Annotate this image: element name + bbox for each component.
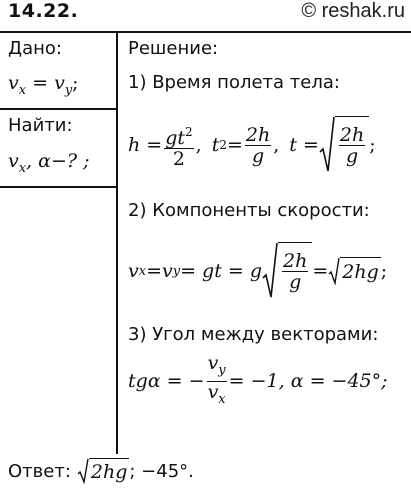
- f1-frac1: [164, 122, 193, 169]
- given-y: y: [64, 83, 73, 98]
- formula-angle: [128, 351, 388, 407]
- solution-label: Решение:: [128, 38, 219, 59]
- column-divider: [116, 31, 118, 454]
- f3-den-sub: x: [218, 391, 226, 407]
- find-rule: [0, 186, 117, 188]
- f1-frac2: [245, 125, 271, 166]
- given-eq: =: [26, 72, 55, 94]
- answer-rest: ; −45°.: [129, 460, 194, 482]
- formula-time: [128, 115, 376, 175]
- f2-rad: 2hg: [340, 257, 381, 285]
- f2-frac-num: 2h: [283, 250, 308, 272]
- f1-sep2: ,: [273, 134, 280, 156]
- find-v: v: [8, 150, 19, 172]
- step-2: 2) Компоненты скорости:: [128, 200, 370, 221]
- step-3: 3) Угол между векторами:: [128, 324, 379, 345]
- f3-frac: [207, 353, 227, 410]
- f1-t-eq: t =: [289, 134, 319, 156]
- f2-y: y: [172, 263, 181, 279]
- step-1: 1) Время полета тела:: [128, 72, 340, 93]
- f3-frac-den: [207, 382, 227, 410]
- f1-sep1: ,: [195, 134, 202, 156]
- find-items: [8, 150, 90, 176]
- given-label: Дано:: [8, 38, 62, 59]
- top-rule: [0, 31, 411, 33]
- f2-frac-den: g: [289, 271, 302, 293]
- f1-frac3-num: 2h: [339, 124, 365, 146]
- formula-velocity: [128, 241, 387, 301]
- f2-x: x: [138, 263, 147, 279]
- answer-sqrt: [77, 458, 130, 484]
- f1-radical-sign: [319, 116, 335, 174]
- given-end: ;: [72, 72, 79, 94]
- f1-frac3: [339, 125, 365, 166]
- f2-radical-sign-1: [262, 242, 278, 300]
- f2-mid: = gt = g: [180, 260, 263, 282]
- answer-rad: 2hg: [89, 458, 130, 484]
- f3-tg: tg: [128, 370, 148, 392]
- f1-frac1-num: [164, 122, 193, 149]
- f1-t2: t: [211, 134, 220, 156]
- answer: [8, 456, 194, 486]
- f2-v: v: [128, 260, 139, 282]
- f1-eq2: =: [226, 134, 243, 156]
- f3-num-sub: y: [218, 362, 226, 378]
- f1-frac2-num: 2h: [245, 123, 271, 146]
- f1-t2-exp: 2: [219, 138, 227, 152]
- answer-label: Ответ:: [8, 460, 71, 482]
- given-v2: v: [54, 72, 65, 94]
- f1-frac1-den: 2: [172, 147, 185, 170]
- f1-h-eq: h =: [128, 134, 163, 156]
- f1-frac3-den: g: [345, 145, 359, 167]
- f2-sqrt2: [328, 257, 381, 285]
- f2-eq3: =: [312, 260, 329, 282]
- f1-sqrt: [319, 116, 369, 174]
- f3-num-v: v: [207, 351, 219, 374]
- given-rule: [0, 108, 117, 110]
- answer-radical-sign: [77, 458, 89, 484]
- f2-radical-sign-2: [328, 257, 340, 285]
- f2-frac: [282, 251, 308, 292]
- watermark: © reshak.ru: [301, 0, 405, 22]
- f1-num1: gt: [165, 126, 186, 149]
- given-v: v: [8, 72, 19, 94]
- f2-sqrt1: [262, 242, 312, 300]
- problem-number: 14.22.: [8, 0, 79, 22]
- f2-eq1: =: [146, 260, 162, 282]
- f3-frac-num: [207, 353, 227, 382]
- given-x: x: [18, 83, 27, 98]
- find-x: x: [18, 161, 27, 176]
- f2-v2: v: [162, 260, 173, 282]
- f1-end: ;: [369, 134, 376, 156]
- f3-alpha-eq: α = −: [147, 370, 205, 392]
- f3-den-v: v: [207, 380, 219, 403]
- find-rest: , α−? ;: [26, 150, 90, 172]
- given-condition: [8, 72, 79, 98]
- f2-end: ;: [380, 260, 388, 282]
- f1-num1-exp: 2: [185, 124, 193, 139]
- f3-result: = −1, α = −45°;: [228, 370, 388, 392]
- find-label: Найти:: [8, 115, 73, 136]
- f1-frac2-den: g: [251, 144, 265, 167]
